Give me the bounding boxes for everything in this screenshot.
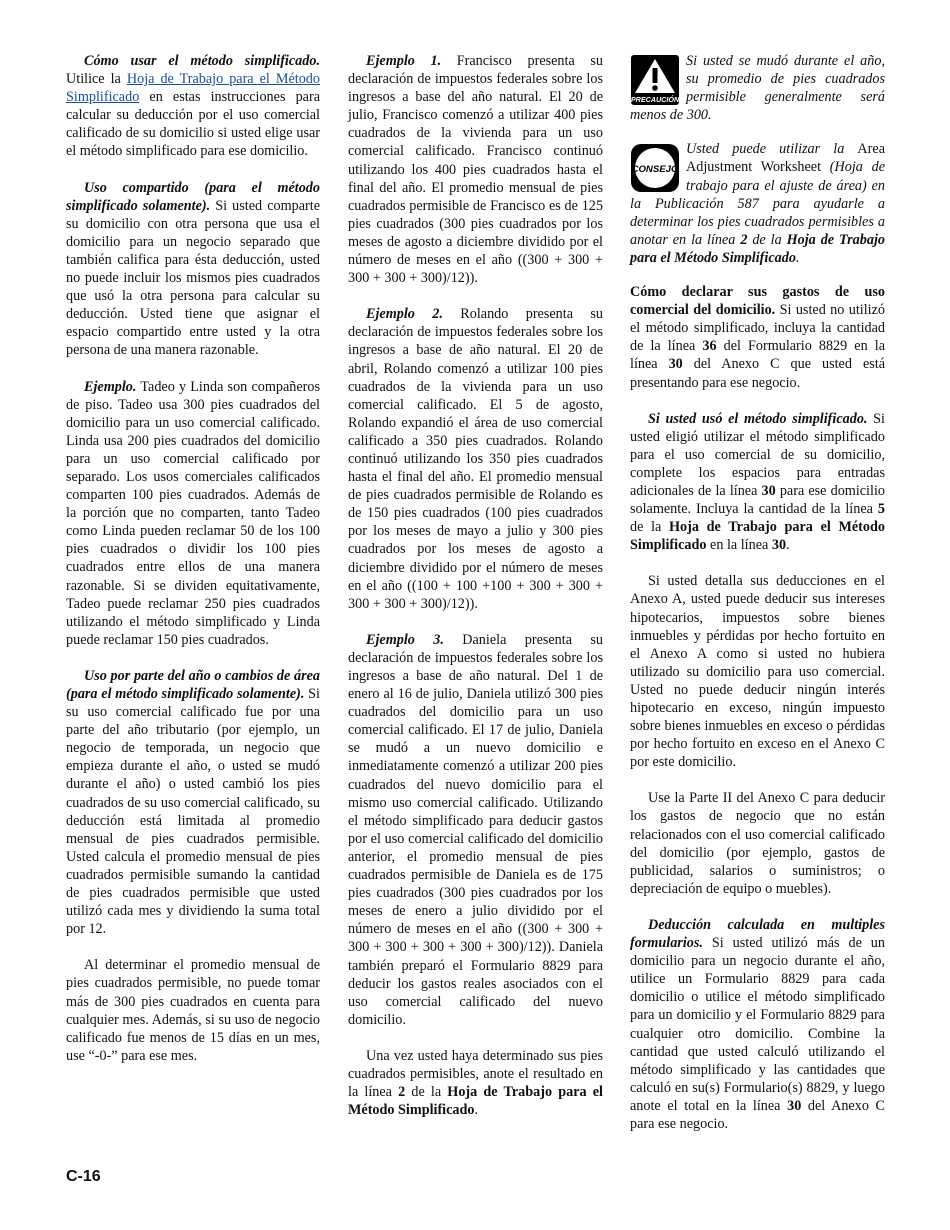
tip-note [630,140,885,267]
text: Usted puede utilizar la [686,141,858,158]
line-number: 30 [787,1097,802,1114]
text: Daniela presenta su declaración de impuestos federales sobre los ingresos a base de año natural. Del 1 de enero al 16 de julio, Daniela utilizó 300 pies cuadrados del domicilio para un uso comercial calificado. El 17 de julio, Daniela se mudó a un nuevo domicilio e inmediatamente comenzó a utilizar 200 pies cuadrados del nuevo domicilio para el mismo uso comercial calificado. Utilizando el método simplificado para deducir gastos por el uso comercial calificado del domicilio anterior, el promedio mensual de pies cuadrados permisible de Daniela es de 175 pies cuadrados (300 pies cuadrados por los meses de enero a julio dividido por el número de meses en el año ((300 + 300 + 300 + 300 + 300 + 300 + 300)/12)). Daniela también preparó el Formulario 8829 para deducir los gastos reales asociados con el uso comercial calificado del nuevo domicilio. [348,631,603,1028]
line-number: 36 [702,338,717,355]
tip-icon-label: CONSEJO [631,164,679,176]
heading-used-simplified: Si usted usó el método simplificado. [648,410,868,427]
caution-text: Si usted se mudó durante el año, su promedio de pies cuadrados permisible generalmente será menos de 300. [630,53,885,124]
paragraph-used-simplified [630,410,885,555]
text: de la [747,231,787,248]
text: del Anexo C para ese negocio. [630,1097,885,1132]
text: (Hoja de trabajo para el ajuste de área) en la Publicación 587 para ayudarle a determinar los pies cuadrados permisibles a anotar en la línea [630,159,885,248]
worksheet-name: Hoja de Trabajo para el Método Simplificado [630,231,885,266]
heading-report-expenses: Cómo declarar sus gastos de uso comercial del domicilio. [630,284,885,319]
paragraph-example-1 [348,52,603,287]
heading-example-2: Ejemplo 2. [366,306,443,323]
text: . [786,537,790,554]
text: del Anexo C que usted está presentando para ese negocio. [630,356,885,391]
column-right [630,52,885,1151]
line-number: 5 [877,501,885,518]
text: . [795,249,800,266]
heading-part-year-use: Uso por parte del año o cambios de área (para el método simplificado solamente). [66,667,320,702]
worksheet-link[interactable]: Hoja de Trabajo para el Método Simplificado [66,71,320,106]
paragraph-example [66,378,320,649]
caution-icon-label: PRECAUCIÓN [630,95,680,104]
heading-example-3: Ejemplo 3. [366,631,444,648]
worksheet-english-name: Area Adjustment Worksheet [686,141,885,176]
text: para ese domicilio solamente. Incluya la cantidad de la línea [630,482,885,518]
page-number: C-16 [66,1168,101,1185]
text: en la línea [706,537,772,554]
worksheet-name: Hoja de Trabajo para el Método Simplificado [630,519,885,554]
column-middle [348,52,603,1137]
text: Francisco presenta su declaración de impuestos federales sobre los ingresos a base del año natural. El 20 de julio, Francisco comenzó a utilizar 400 pies cuadrados de la vivienda para un uso comercial calificado. Francisco continuó utilizando los 400 pies cuadrados hasta el final del año. El promedio mensual de pies cuadrados permisible de Francisco es de 125 pies cuadrados (300 pies cuadrados por los meses de agosto a diciembre dividido por el número de meses en el año ((300 + 300 + 300 + 300 + 300)/12)). [348,53,603,287]
line-number: 30 [761,482,776,499]
text: del Formulario 8829 en la línea [630,338,885,373]
heading-shared-use: Uso compartido (para el método simplificado solamente). [66,179,320,214]
heading-multiple-forms: Deducción calculada en multiples formularios. [630,916,885,952]
text: Una vez usted haya determinado sus pies cuadrados permisibles, anote el resultado en la línea [348,1047,603,1101]
paragraph-multiple-forms [630,916,885,1133]
text: Si usted eligió utilizar el método simplificado para el uso comercial de su domicilio, complete los espacios para entradas adicionales de la línea [630,410,885,499]
text: de la [630,519,669,536]
text: Si usted no utilizó el método simplificado, incluya la cantidad de la línea [630,302,885,355]
heading-example-1: Ejemplo 1. [366,53,442,69]
text: Si usted comparte su domicilio con otra persona que usa el domicilio para un negocio separado que también califica para ésta deducción, usted no puede incluir los mismos pies cuadrados que usó la otra persona para calcular su deducción. Usted tiene que asignar el espacio compartido entre usted y la otra persona de una manera razonable. [66,197,320,359]
line-number: 2 [740,231,748,248]
paragraph-enter-result [348,1047,603,1119]
paragraph-shared-use [66,179,320,360]
caution-icon [630,54,680,106]
paragraph-example-2 [348,305,603,613]
text: en estas instrucciones para calcular su deducción por el uso comercial calificado de su domicilio si usted elige usar el método simplificado para ese domicilio. [66,89,320,160]
heading-example: Ejemplo. [84,378,137,395]
column-left [66,52,320,1083]
paragraph-part-year-use [66,667,320,938]
paragraph-itemize-deductions: Si usted detalla sus deducciones en el Anexo A, usted puede deducir sus intereses hipotecarios, impuestos sobre bienes inmuebles y pérdidas por hecho fortuito en el Anexo A como si usted no hubiera utilizado su domicilio para uso comercial. Usted no puede deducir ningún interés hipotecario en exceso, ningún impuesto sobre bienes inmuebles en exceso o pérdidas por hecho fortuito en exceso en el Anexo C por este domicilio. [630,573,885,771]
text: Tadeo y Linda son compañeros de piso. Tadeo usa 300 pies cuadrados del domicilio para un uso comercial calificado. Linda usa 200 pies cuadrados del domicilio para un uso comercial calificado por separado. Los usos comerciales calificados comparten 100 pies cuadrados. Además de la porción que no comparten, tanto Tadeo como Linda pueden reclamar 50 de los 100 pies cuadrados o dividir los 100 pies cuadrados entre ellos de una manera razonable. Si se dividen equitativamente, Tadeo puede reclamar 250 pies cuadrados utilizando el método simplificado y Linda puede reclamar 150 pies cuadrados. [66,378,320,648]
tip-icon [630,142,680,194]
line-number: 30 [668,356,683,373]
text: Rolando presenta su declaración de impuestos federales sobre los ingresos a base de año natural. El 20 de abril, Rolando comenzó a utilizar 100 pies cuadrados de la vivienda para un uso comercial calificado. El 5 de agosto, Rolando expandió el área de uso comercial calificado a 350 pies cuadrados. Rolando continuó utilizando los 350 pies cuadrados hasta el final del año. El promedio mensual de pies cuadrados permisible de Rolando es de 150 pies cuadrados (100 pies cuadrados por los meses de mayo a julio y 300 pies cuadrados por los meses de agosto a diciembre dividido por el número de meses en el año ((100 + 100 +100 + 300 + 300 + 300 + 300 + 300)/12)). [348,306,603,612]
line-number: 2 [398,1084,406,1101]
paragraph-part-ii: Use la Parte II del Anexo C para deducir los gastos de negocio que no están relacionados con el uso comercial calificado del domicilio (por ejemplo, gastos de publicidad, salarios o suministros; o depreciación de equipo o muebles). [630,790,885,897]
text: . [474,1102,479,1119]
paragraph-monthly-average: Al determinar el promedio mensual de pies cuadrados permisible, no puede tomar más de 300 pies cuadrados en cuenta para cualquier mes. Además, si su uso de negocio calificado fue menos de 15 días en un mes, use “-0-” para ese mes. [66,957,320,1064]
text: Si su uso comercial calificado fue por una parte del año tributario (por ejemplo, un negocio de temporada, un negocio que empieza durante el año, o usted se mudó durante el año) o usted cambió los pies cuadrados de su uso comercial calificado, su deducción está limitada al promedio mensual de pies cuadrados permisible. Usted calcula el promedio mensual de pies cuadrados permisible sumando la cantidad de pies cuadrados permisible que usted utilizó cada mes y dividiendo la suma total por 12. [66,686,320,938]
text: Utilice la [66,71,127,88]
heading-simplified-method: Cómo usar el método simplificado. [84,53,320,69]
paragraph-report-expenses [630,283,885,392]
worksheet-name: Hoja de Trabajo para el Método Simplificado [348,1084,603,1119]
paragraph-example-3 [348,631,603,1029]
caution-note [630,52,885,124]
paragraph-simplified-method-usage [66,52,320,161]
text: Si usted utilizó más de un domicilio para un negocio durante el año, utilice un Formulario 8829 para cada domicilio o utilice el método simplificado para un domicilio y el Formulario 8829 para cualquier otro domicilio. Combine la cantidad que usted calculó utilizando el método simplificado y las cantidades que calculó en su(s) Formulario(s) 8829, y luego anote el total en la línea [630,935,885,1114]
line-number: 30 [771,537,787,554]
text: de la [405,1084,448,1101]
